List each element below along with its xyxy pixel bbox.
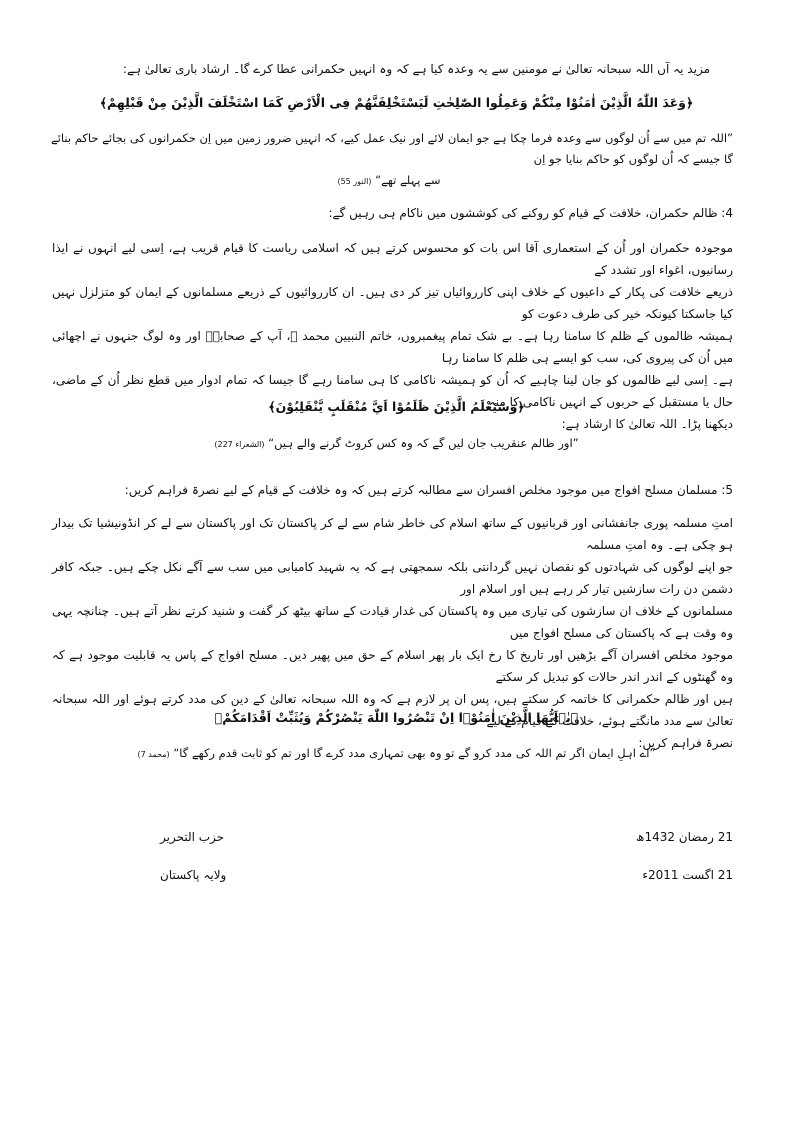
- translation-3-reference: (محمد 7): [137, 750, 170, 759]
- quran-verse-3: ﴿يٰۤاَيُّهَا الَّذِيْنَ اٰمَنُوْۤا اِنْ تَنْصُرُوا اللّٰهَ يَنْصُرْكُمْ وَيُثَبِّتْ اَقْدَامَكُمْ﴾: [214, 710, 579, 725]
- translation-2-reference: (الشعراء 227): [214, 440, 265, 449]
- translation-2: ”اور ظالم عنقریب جان لیں گے کہ وہ کس کروٹ گرنے والے ہیں“ (الشعراء 227): [214, 436, 579, 450]
- intro-paragraph: مزید یہ آں اللہ سبحانہ تعالیٰ نے مومنین سے یہ وعدہ کیا ہے کہ وہ انہیں حکمرانی عطا کرے گا۔ ارشاد باری تعالیٰ ہے:: [122, 62, 710, 76]
- section-5-paragraph: امتِ مسلمہ پوری جانفشانی اور قربانیوں کے ساتھ اسلام کی خاطر شام سے لے کر پاکستان تک اور پاکستان سے لے کر انڈونیشیا تک بیدار ہو چکی ہے۔ وہ امتِ مسلمہ جو اپنے لوگوں کی شہادتوں کو نقصان نہیں گردانتی بلکہ سمجھتی ہے کہ یہ شہید کامیابی میں سب سے آگے نکل چکے ہیں۔ جبکہ کافر دشمن دن رات سازشیں تیار کر رہے ہیں اور اسلام اور مسلمانوں کے خلاف ان سازشوں کی تیاری میں وہ پاکستان کی غدار قیادت کے ساتھ بیٹھ کر گفت و شنید کرتے نظر آتے ہیں۔ چنانچہ یہی وہ وقت ہے کہ پاکستان کی مسلح افواج میں موجود مخلص افسران آگے بڑھیں اور تاریخ کا رخ ایک بار پھر اسلام کے حق میں پھیر دیں۔ مسلح افواج کے پاس یہ قابلیت موجود ہے کہ وہ گھنٹوں کے اندر اندر حالات کو تبدیل کر سکتے ہیں اور ظالم حکمرانی کا خاتمہ کر سکتے ہیں، پس ان پر لازم ہے کہ وہ اللہ سبحانہ تعالیٰ کے دین کی مدد کرتے ہوئے اور اللہ سبحانہ تعالیٰ سے مدد مانگتے ہوئے، خلافت کے قیام کے لیے نصرۃ فراہم کریں:: [52, 516, 733, 750]
- translation-3: ”اے اہلِ ایمان اگر تم اللہ کی مدد کرو گے تو وہ بھی تمہاری مدد کرے گا اور تم کو ثابت قدم رکھے گا“ (محمد 7): [137, 746, 656, 760]
- date-gregorian: 21 اگست 2011ء: [642, 868, 733, 882]
- translation-1-reference: (النور 55): [337, 177, 372, 186]
- section-4-heading: 4: ظالم حکمران، خلافت کے قیام کو روکنے کی کوششوں میں ناکام ہی رہیں گے:: [328, 206, 733, 220]
- translation-1: ”اللہ تم میں سے اُن لوگوں سے وعدہ فرما چکا ہے جو ایمان لائے اور نیک عمل کیے، کہ انہیں ضرور زمین میں اِن حکمرانوں کی بجائے حاکم بنائے گا جیسے کہ اُن لوگوں کو حاکم بنایا جو اِن سے پہلے تھے“ (النور 55): [50, 131, 733, 187]
- quran-verse-2: ﴿وَسَيَعْلَمُ الَّذِيْنَ ظَلَمُوْا اَيَّ مُنْقَلَبٍ يَّنْقَلِبُوْنَ﴾: [268, 399, 525, 414]
- section-4-paragraph: موجودہ حکمران اور اُن کے استعماری آقا اس بات کو محسوس کرتے ہیں کہ اسلامی ریاست کا قیام قریب ہے، اِسی لیے انہوں نے ایذا رسانیوں، اغواء اور تشدد کے ذریعے خلافت کی پکار کے داعیوں کے خلاف اپنی کارروائیاں تیز کر دی ہیں۔ ان کارروائیوں کے ذریعے مسلمانوں کے ایمان کو متزلزل نہیں کیا جاسکتا کیونکہ خیر کی طرف دعوت کو ہمیشہ ظالموں کے ظلم کا سامنا رہا ہے۔ بے شک تمام پیغمبروں، خاتم النبیین محمد ﷺ، آپ کے صحابہؓ اور وہ لوگ جنہوں نے اچھائی میں اُن کی پیروی کی، سب کو ایسے ہی ظلم کا سامنا رہا ہے۔ اِسی لیے ظالموں کو جان لینا چاہیے کہ اُن کو ہمیشہ ناکامی کا ہی سامنا رہے گا جیسا کہ تمام ادوار میں قطع نظر اُن کے ماضی، حال یا مستقبل کے حربوں کے انہیں ناکامی کا منہ دیکھنا پڑا۔ اللہ تعالیٰ کا ارشاد ہے:: [52, 241, 733, 431]
- date-hijri: 21 رمضان 1432ھ: [636, 830, 733, 844]
- organization-name: حزب التحریر: [160, 830, 225, 844]
- wilayah-name: ولایہ پاکستان: [160, 868, 227, 882]
- section-5-heading: 5: مسلمان مسلح افواج میں موجود مخلص افسران سے مطالبہ کرتے ہیں کہ وہ خلافت کے قیام کے لیے نصرۃ فراہم کریں:: [124, 483, 733, 497]
- quran-verse-1: ﴿وَعَدَ اللّٰهُ الَّذِيْنَ اٰمَنُوْا مِنْكُمْ وَعَمِلُوا الصّٰلِحٰتِ لَيَسْتَخْلِفَنَّهُمْ فِى الْاَرْضِ كَمَا اسْتَخْلَفَ الَّذِيْنَ مِنْ قَبْلِهِمْ﴾: [99, 95, 694, 110]
